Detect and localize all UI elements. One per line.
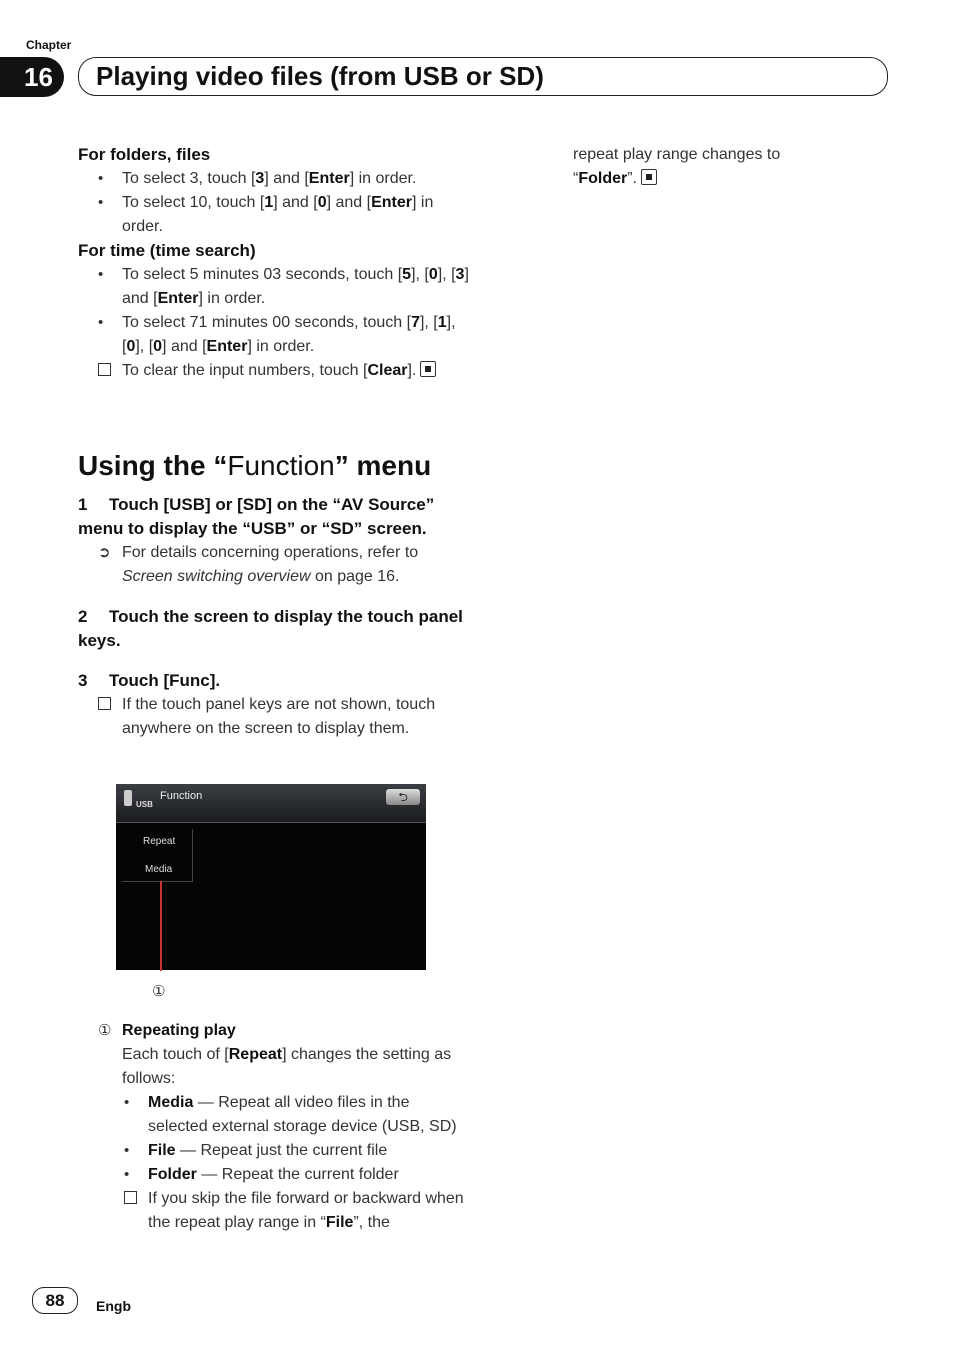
- option-media: • Media — Repeat all video files in the selected external storage device (USB, SD): [78, 1091, 470, 1139]
- screen-item-media[interactable]: Media: [145, 864, 173, 875]
- skip-note: If you skip the file forward or backward when the repeat play range in “File”, the: [78, 1187, 470, 1235]
- folders-bullet-1: • To select 3, touch [3] and [Enter] in order.: [78, 167, 470, 191]
- callout-explanation: [78, 1019, 470, 1235]
- folders-heading: For folders, files: [78, 145, 211, 164]
- screen-title: Function: [160, 790, 203, 802]
- time-bullet-1: • To select 5 minutes 03 seconds, touch [5], [0], [3] and [Enter] in order.: [78, 263, 470, 311]
- note-box-icon: [98, 363, 111, 376]
- right-column-text: [573, 143, 873, 191]
- end-mark-icon: [641, 169, 657, 185]
- function-menu-screenshot: [116, 784, 426, 970]
- step-1-reference: ➲ For details concerning operations, refer to Screen switching overview on page 16.: [78, 541, 470, 589]
- right-line-2: “Folder”.: [573, 167, 873, 191]
- page-title: Playing video files (from USB or SD): [96, 61, 544, 91]
- callout-description: Each touch of [Repeat] changes the setting as follows:: [122, 1046, 452, 1087]
- clear-note: To clear the input numbers, touch [Clear].: [78, 359, 470, 383]
- chapter-number: 16: [0, 57, 64, 97]
- folders-bullet-2: • To select 10, touch [1] and [0] and [Enter] in order.: [78, 191, 470, 239]
- steps: [78, 493, 470, 741]
- screen-item-repeat[interactable]: Repeat: [143, 836, 176, 847]
- step-1: 1 Touch [USB] or [SD] on the “AV Source” menu to display the “USB” or “SD” screen.: [78, 495, 435, 538]
- option-folder: • Folder — Repeat the current folder: [78, 1163, 470, 1187]
- step-3: 3 Touch [Func].: [78, 671, 221, 690]
- step-3-note: If the touch panel keys are not shown, touch anywhere on the screen to display them.: [78, 693, 470, 741]
- note-box-icon: [98, 697, 111, 710]
- time-bullet-2: • To select 71 minutes 00 seconds, touch [7], [1], [0], [0] and [Enter] in order.: [78, 311, 470, 359]
- note-box-icon: [124, 1191, 137, 1204]
- callout-heading: ① Repeating play: [98, 1022, 236, 1039]
- right-line-1: repeat play range changes to: [573, 146, 781, 163]
- usb-icon: USB: [122, 788, 156, 818]
- end-mark-icon: [420, 361, 436, 377]
- page-number: 88: [32, 1287, 78, 1314]
- time-heading: For time (time search): [78, 241, 256, 260]
- step-2: 2 Touch the screen to display the touch panel keys.: [78, 607, 463, 650]
- callout-line: [160, 881, 162, 971]
- callout-marker: ①: [152, 983, 166, 1000]
- folder-time-section: [78, 143, 470, 383]
- section-heading: Using the “Function” menu: [78, 450, 432, 481]
- return-arrow-icon[interactable]: ⮌: [386, 789, 420, 805]
- language-code: Engb: [96, 1298, 131, 1314]
- option-file: • File — Repeat just the current file: [78, 1139, 470, 1163]
- chapter-label: Chapter: [26, 38, 72, 52]
- arrow-icon: ➲: [98, 544, 111, 561]
